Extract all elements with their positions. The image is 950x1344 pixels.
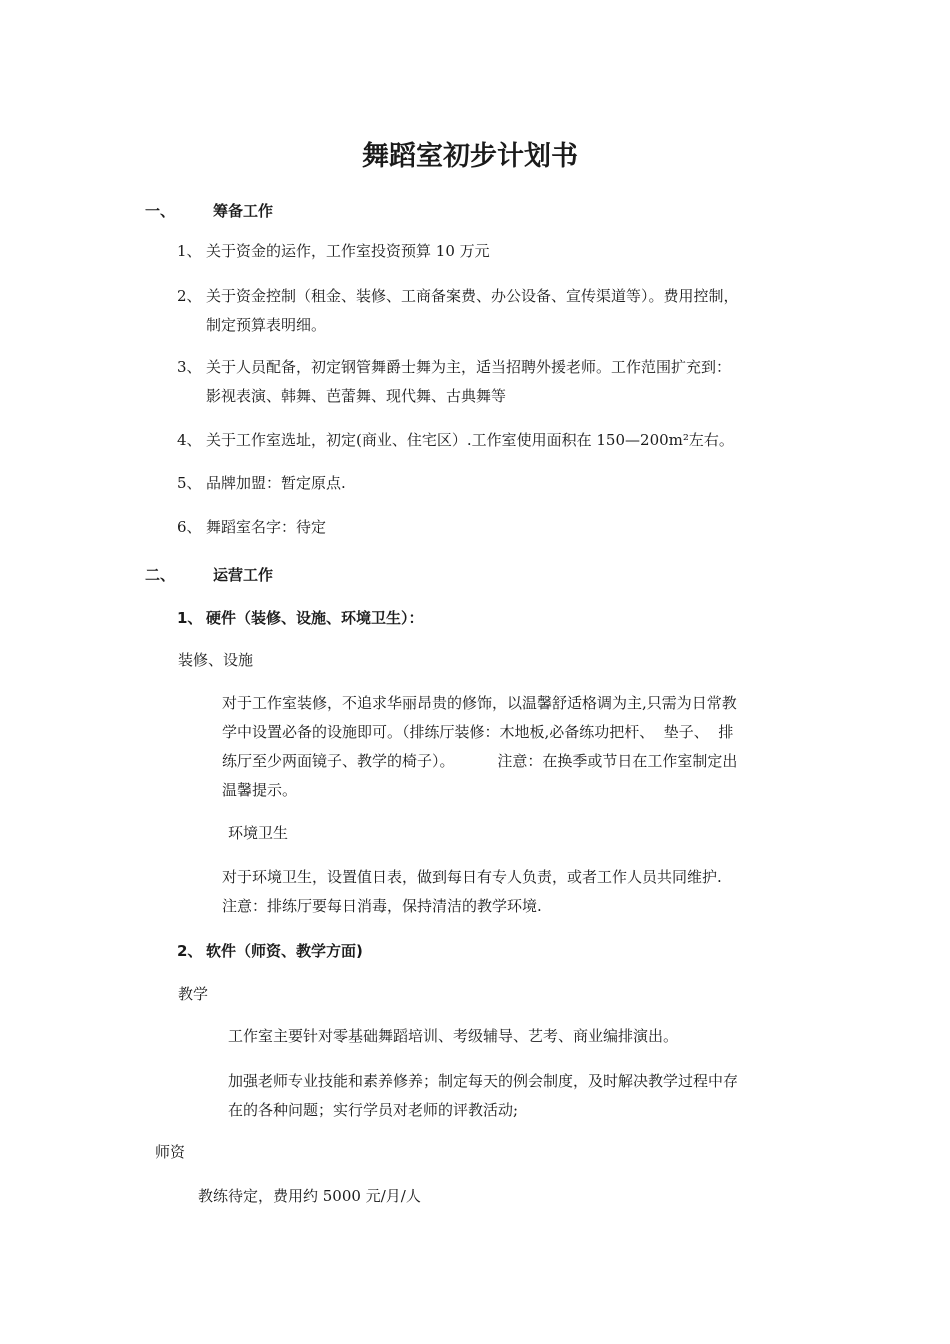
list-number: 4、 — [177, 431, 202, 449]
list-number: 2、 — [177, 287, 202, 305]
list-number: 6、 — [177, 518, 202, 536]
list-item-text: 影视表演、韩舞、芭蕾舞、现代舞、古典舞等 — [206, 387, 507, 405]
section-heading: 运营工作 — [213, 566, 274, 584]
paragraph-line: 工作室主要针对零基础舞蹈培训、考级辅导、艺考、商业编排演出。 — [228, 1027, 679, 1045]
sub-label: 环境卫生 — [228, 824, 289, 842]
section-heading: 筹备工作 — [213, 202, 274, 220]
section-marker: 一、 — [145, 202, 176, 220]
sub-label: 装修、设施 — [178, 651, 254, 669]
subsection-heading: 硬件（装修、设施、环境卫生）： — [206, 609, 424, 627]
paragraph-line: 加强老师专业技能和素养修养；制定每天的例会制度，及时解决教学过程中存 — [228, 1072, 739, 1090]
list-number: 1、 — [177, 242, 202, 260]
list-item-text: 关于资金的运作，工作室投资预算 10 万元 — [206, 242, 490, 260]
subsection-heading: 软件（师资、教学方面) — [206, 942, 363, 960]
paragraph-line: 注意：排练厅要每日消毒，保持清洁的教学环境. — [222, 897, 542, 915]
subsection-number: 1、 — [177, 609, 203, 627]
paragraph-line: 练厅至少两面镜子、教学的椅子）。 注意：在换季或节日在工作室制定出 — [222, 752, 738, 770]
list-item-text: 关于工作室选址，初定(商业、住宅区）.工作室使用面积在 150—200m²左右。 — [206, 431, 734, 449]
list-item-text: 关于人员配备，初定钢管舞爵士舞为主，适当招聘外援老师。工作范围扩充到： — [206, 358, 732, 376]
paragraph-line: 教练待定，费用约 5000 元/月/人 — [198, 1187, 421, 1205]
paragraph-line: 温馨提示。 — [222, 781, 298, 799]
list-item-text: 制定预算表明细。 — [206, 316, 327, 334]
list-item-text: 舞蹈室名字：待定 — [206, 518, 327, 536]
sub-label: 师资 — [155, 1143, 186, 1161]
list-number: 5、 — [177, 474, 202, 492]
paragraph-line: 学中设置必备的设施即可。（排练厅装修：木地板,必备练功把杆、 垫子、 排 — [222, 723, 734, 741]
section-marker: 二、 — [145, 566, 176, 584]
paragraph-line: 在的各种问题；实行学员对老师的评教活动; — [228, 1101, 519, 1119]
list-item-text: 关于资金控制（租金、装修、工商备案费、办公设备、宣传渠道等）。费用控制， — [206, 287, 739, 305]
document-title: 舞蹈室初步计划书 — [362, 141, 578, 172]
list-number: 3、 — [177, 358, 202, 376]
sub-label: 教学 — [178, 985, 209, 1003]
subsection-number: 2、 — [177, 942, 203, 960]
list-item-text: 品牌加盟：暂定原点. — [206, 474, 346, 492]
paragraph-line: 对于环境卫生，设置值日表，做到每日有专人负责，或者工作人员共同维护. — [222, 868, 722, 886]
paragraph-line: 对于工作室装修，不追求华丽昂贵的修饰，以温馨舒适格调为主,只需为日常教 — [222, 694, 737, 712]
